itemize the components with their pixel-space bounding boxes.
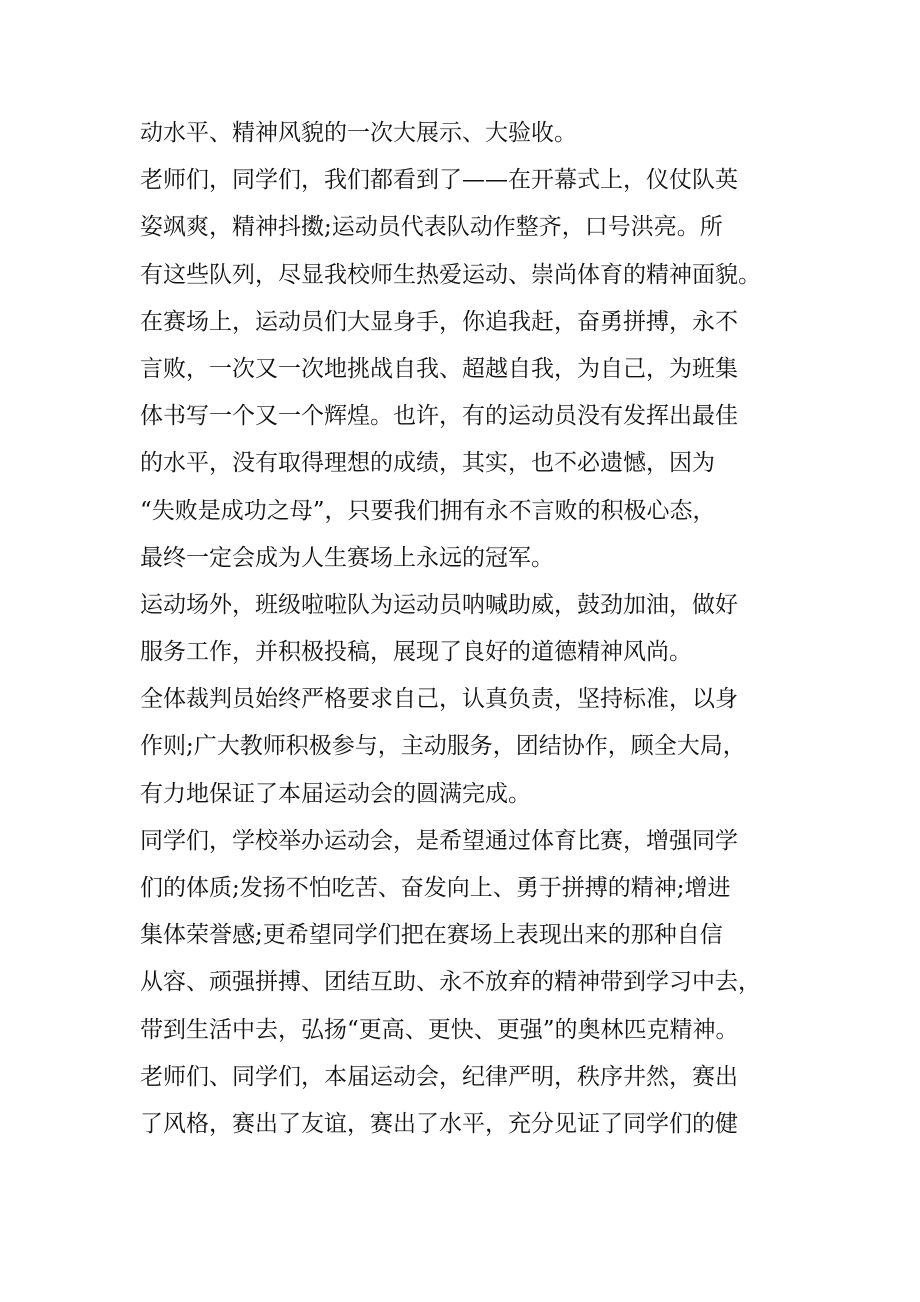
text-line: 带到生活中去，弘扬“更高、更快、更强”的奥林匹克精神。 <box>140 1016 739 1043</box>
text-line: 动水平、精神风貌的一次大展示、大验收。 <box>140 120 577 146</box>
text-line: 运动场外，班级啦啦队为运动员呐喊助威，鼓劲加油，做好 <box>140 591 738 618</box>
text-line: 同学们，学校举办运动会，是希望通过体育比赛，增强同学 <box>140 827 738 854</box>
text-line: 了风格，赛出了友谊，赛出了水平，充分见证了同学们的健 <box>140 1110 738 1137</box>
text-line: “失败是成功之母”，只要我们拥有永不言败的积极心态， <box>140 497 716 524</box>
text-line: 集体荣誉感;更希望同学们把在赛场上表现出来的那种自信 <box>140 922 723 949</box>
body-text <box>140 110 810 1148</box>
text-line: 言败，一次又一次地挑战自我、超越自我，为自己，为班集 <box>140 355 738 382</box>
text-line: 们的体质;发扬不怕吃苦、奋发向上、勇于拼搏的精神;增进 <box>140 875 731 901</box>
text-line: 有这些队列，尽显我校师生热爱运动、崇尚体育的精神面貌。 <box>140 261 761 288</box>
text-line: 老师们、同学们，本届运动会，纪律严明，秩序井然，赛出 <box>140 1063 738 1090</box>
text-line: 全体裁判员始终严格要求自己，认真负责，坚持标准，以身 <box>140 686 738 713</box>
text-line: 体书写一个又一个辉煌。也许，有的运动员没有发挥出最佳 <box>140 403 738 430</box>
text-line: 在赛场上，运动员们大显身手，你追我赶，奋勇拼搏，永不 <box>140 308 738 335</box>
text-line: 最终一定会成为人生赛场上永远的冠军。 <box>140 544 554 571</box>
text-line: 的水平，没有取得理想的成绩，其实，也不必遗憾，因为 <box>140 450 715 477</box>
text-line: 老师们，同学们，我们都看到了——在开幕式上，仪仗队英 <box>140 167 738 194</box>
text-line: 从容、顽强拼搏、团结互助、永不放弃的精神带到学习中去， <box>140 969 761 996</box>
text-line: 服务工作，并积极投稿，展现了良好的道德精神风尚。 <box>140 639 692 666</box>
text-line: 有力地保证了本届运动会的圆满完成。 <box>140 780 531 807</box>
text-line: 作则;广大教师积极参与，主动服务，团结协作，顾全大局， <box>140 733 746 760</box>
text-line: 姿飒爽，精神抖擞;运动员代表队动作整齐，口号洪亮。所 <box>140 214 723 241</box>
